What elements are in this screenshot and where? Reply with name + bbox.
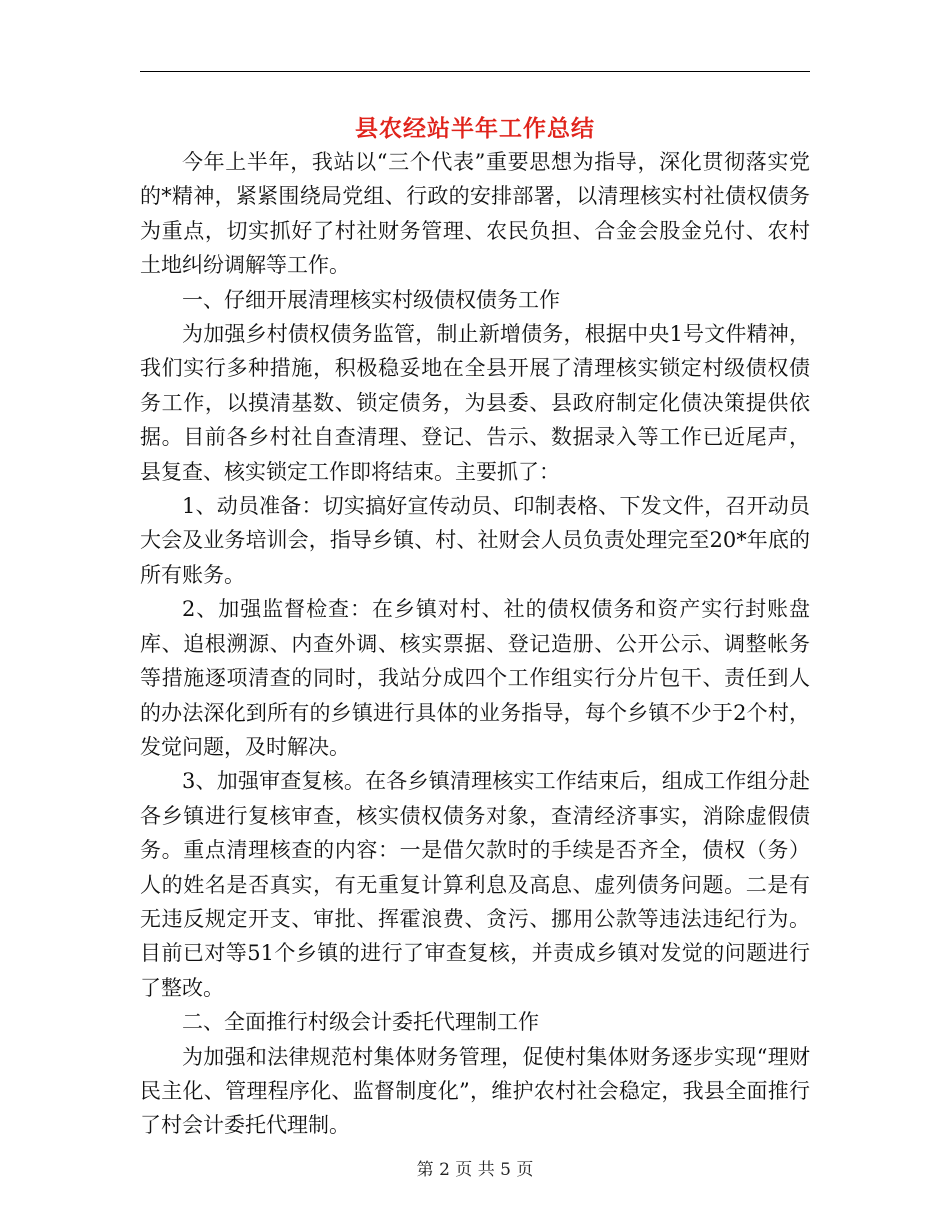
page-title: 县农经站半年工作总结	[355, 116, 595, 142]
paragraph-item-2: 2、加强监督检查：在乡镇对村、社的债权债务和资产实行封账盘库、追根溯源、内查外调、核实票据、登记造册、公开公示、调整帐务等措施逐项清查的同时，我站分成四个工作组实行分片包干、责任到人的办法深化到所有的乡镇进行具体的业务指导，每个乡镇不少于2个村，发觉问题，及时解决。	[140, 597, 810, 759]
paragraph-section-2: 为加强和法律规范村集体财务管理，促使村集体财务逐步实现“理财民主化、管理程序化、监督制度化”，维护农村社会稳定，我县全面推行了村会计委托代理制。	[140, 1044, 810, 1138]
header-rule	[140, 71, 810, 72]
paragraph-intro: 今年上半年，我站以“三个代表”重要思想为指导，深化贯彻落实党的*精神，紧紧围绕局党组、行政的安排部署，以清理核实村社债权债务为重点，切实抓好了村社财务管理、农民负担、合金会股金兑付、农村土地纠纷调解等工作。	[140, 150, 810, 278]
section-heading-1: 一、仔细开展清理核实村级债权债务工作	[182, 287, 560, 312]
page-footer: 第 2 页 共 5 页	[416, 1160, 534, 1180]
paragraph-section-1: 为加强乡村债权债务监管，制止新增债务，根据中央1号文件精神，我们实行多种措施，积极稳妥地在全县开展了清理核实锁定村级债权债务工作，以摸清基数、锁定债务，为县委、县政府制定化债决策提供依据。目前各乡村社自查清理、登记、告示、数据录入等工作已近尾声，县复查、核实锁定工作即将结束。主要抓了：	[140, 322, 810, 484]
paragraph-item-1: 1、动员准备：切实搞好宣传动员、印制表格、下发文件，召开动员大会及业务培训会，指导乡镇、村、社财会人员负责处理完至20*年底的所有账务。	[140, 494, 810, 587]
paragraph-item-3: 3、加强审查复核。在各乡镇清理核实工作结束后，组成工作组分赴各乡镇进行复核审查，核实债权债务对象，查清经济事实，消除虚假债务。重点清理核查的内容：一是借欠款时的手续是否齐全，债权（务）人的姓名是否真实，有无重复计算利息及高息、虚列债务问题。二是有无违反规定开支、审批、挥霍浪费、贪污、挪用公款等违法违纪行为。目前已对等51个乡镇的进行了审查复核，并责成乡镇对发觉的问题进行了整改。	[140, 769, 810, 1000]
document-body	[140, 145, 810, 1143]
section-heading-2: 二、全面推行村级会计委托代理制工作	[182, 1010, 539, 1035]
